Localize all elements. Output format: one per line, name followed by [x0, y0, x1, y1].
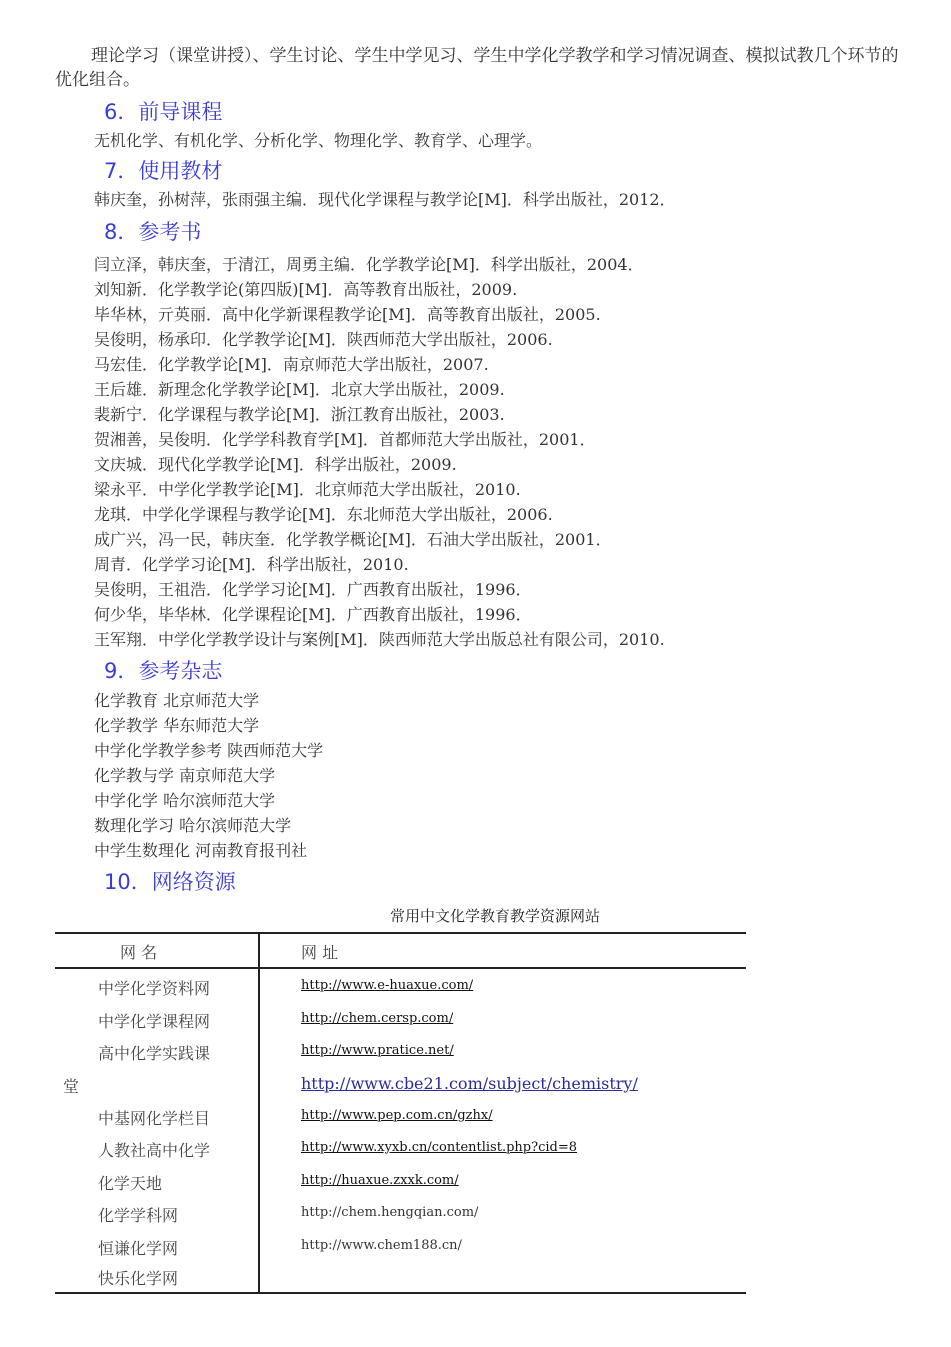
site-name-cell: 高中化学实践课	[98, 1044, 211, 1063]
site-name-cell: 中学化学课程网	[98, 1012, 211, 1031]
heading-reference-books: 8．参考书	[104, 220, 202, 244]
reference-book: 毕华林，亓英丽．高中化学新课程教学论[M]．高等教育出版社，2005.	[94, 305, 601, 324]
table-column-divider	[258, 934, 260, 1292]
site-url-link[interactable]: http://www.cbe21.com/subject/chemistry/	[301, 1074, 638, 1093]
reference-journal: 化学教与学 南京师范大学	[94, 766, 276, 785]
site-name-cell: 恒谦化学网	[98, 1239, 179, 1258]
reference-book: 龙琪．中学化学课程与教学论[M]．东北师范大学出版社，2006.	[94, 505, 553, 524]
site-name-cell: 中学化学资料网	[98, 979, 211, 998]
column-header-site-name: 网 名	[120, 943, 158, 962]
reference-book: 梁永平．中学化学教学论[M]．北京师范大学出版社，2010.	[94, 480, 521, 499]
reference-book: 闫立泽，韩庆奎，于清江，周勇主编．化学教学论[M]．科学出版社，2004．	[94, 255, 644, 274]
heading-prerequisite-courses: 6．前导课程	[104, 100, 223, 124]
reference-book: 王后雄．新理念化学教学论[M]．北京大学出版社，2009.	[94, 380, 505, 399]
reference-journal: 化学教学 华东师范大学	[94, 716, 260, 735]
site-url-link[interactable]: http://www.pratice.net/	[301, 1043, 454, 1058]
column-header-url: 网 址	[301, 943, 339, 962]
table-header-rule	[55, 967, 746, 969]
reference-book: 成广兴，冯一民，韩庆奎．化学教学概论[M]．石油大学出版社，2001．	[94, 530, 612, 549]
reference-book: 文庆城．现代化学教学论[M]．科学出版社，2009.	[94, 455, 457, 474]
prerequisite-courses-text: 无机化学、有机化学、分析化学、物理化学、教育学、心理学。	[94, 131, 543, 150]
table-caption: 常用中文化学教育教学资源网站	[389, 907, 600, 925]
site-name-cell: 化学天地	[98, 1174, 163, 1193]
site-name-cell: 堂	[63, 1077, 80, 1096]
site-name-cell: 化学学科网	[98, 1206, 179, 1225]
reference-book: 何少华，毕华林．化学课程论[M]．广西教育出版社，1996．	[94, 605, 532, 624]
reference-journal: 中学化学 哈尔滨师范大学	[94, 791, 276, 810]
reference-book: 裴新宁．化学课程与教学论[M]．浙江教育出版社，2003.	[94, 405, 505, 424]
site-name-cell: 中基网化学栏目	[98, 1109, 211, 1128]
table-bottom-rule	[55, 1292, 746, 1294]
textbook-text: 韩庆奎，孙树萍，张雨强主编．现代化学课程与教学论[M]．科学出版社，2012．	[94, 190, 676, 209]
site-url-link[interactable]: http://huaxue.zxxk.com/	[301, 1173, 459, 1188]
reference-journal: 中学化学教学参考 陕西师范大学	[94, 741, 324, 760]
intro-paragraph: 理论学习（课堂讲授）、学生讨论、学生中学见习、学生中学化学教学和学习情况调查、模拟试教几个环节的优化组合。	[55, 46, 899, 90]
reference-journal: 中学生数理化 河南教育报刊社	[94, 841, 308, 860]
site-name-cell: 人教社高中化学	[98, 1141, 211, 1160]
site-name-cell: 快乐化学网	[98, 1269, 179, 1288]
reference-book: 马宏佳．化学教学论[M]．南京师范大学出版社，2007.	[94, 355, 489, 374]
table-top-rule	[55, 932, 746, 934]
site-url-link[interactable]: http://www.xyxb.cn/contentlist.php?cid=8	[301, 1140, 577, 1155]
reference-book: 吴俊明，杨承印．化学教学论[M]．陕西师范大学出版社，2006.	[94, 330, 553, 349]
site-url-link[interactable]: http://www.pep.com.cn/gzhx/	[301, 1108, 493, 1123]
site-url-link[interactable]: http://chem.cersp.com/	[301, 1011, 454, 1026]
reference-book: 吴俊明，王祖浩．化学学习论[M]．广西教育出版社，1996．	[94, 580, 532, 599]
site-url-link[interactable]: http://www.e-huaxue.com/	[301, 978, 474, 993]
heading-online-resources: 10．网络资源	[104, 870, 236, 894]
reference-book: 王军翔．中学化学教学设计与案例[M]．陕西师范大学出版总社有限公司，2010.	[94, 630, 665, 649]
reference-book: 刘知新．化学教学论(第四版)[M]．高等教育出版社，2009.	[94, 280, 518, 299]
heading-textbook: 7．使用教材	[104, 159, 223, 183]
reference-journal: 化学教育 北京师范大学	[94, 691, 260, 710]
reference-book: 周青．化学学习论[M]．科学出版社，2010.	[94, 555, 409, 574]
heading-reference-journals: 9．参考杂志	[104, 659, 223, 683]
site-url-text: http://www.chem188.cn/	[301, 1238, 462, 1253]
site-url-text: http://chem.hengqian.com/	[301, 1205, 479, 1220]
reference-book: 贺湘善，吴俊明．化学学科教育学[M]．首都师范大学出版社，2001．	[94, 430, 596, 449]
reference-journal: 数理化学习 哈尔滨师范大学	[94, 816, 292, 835]
